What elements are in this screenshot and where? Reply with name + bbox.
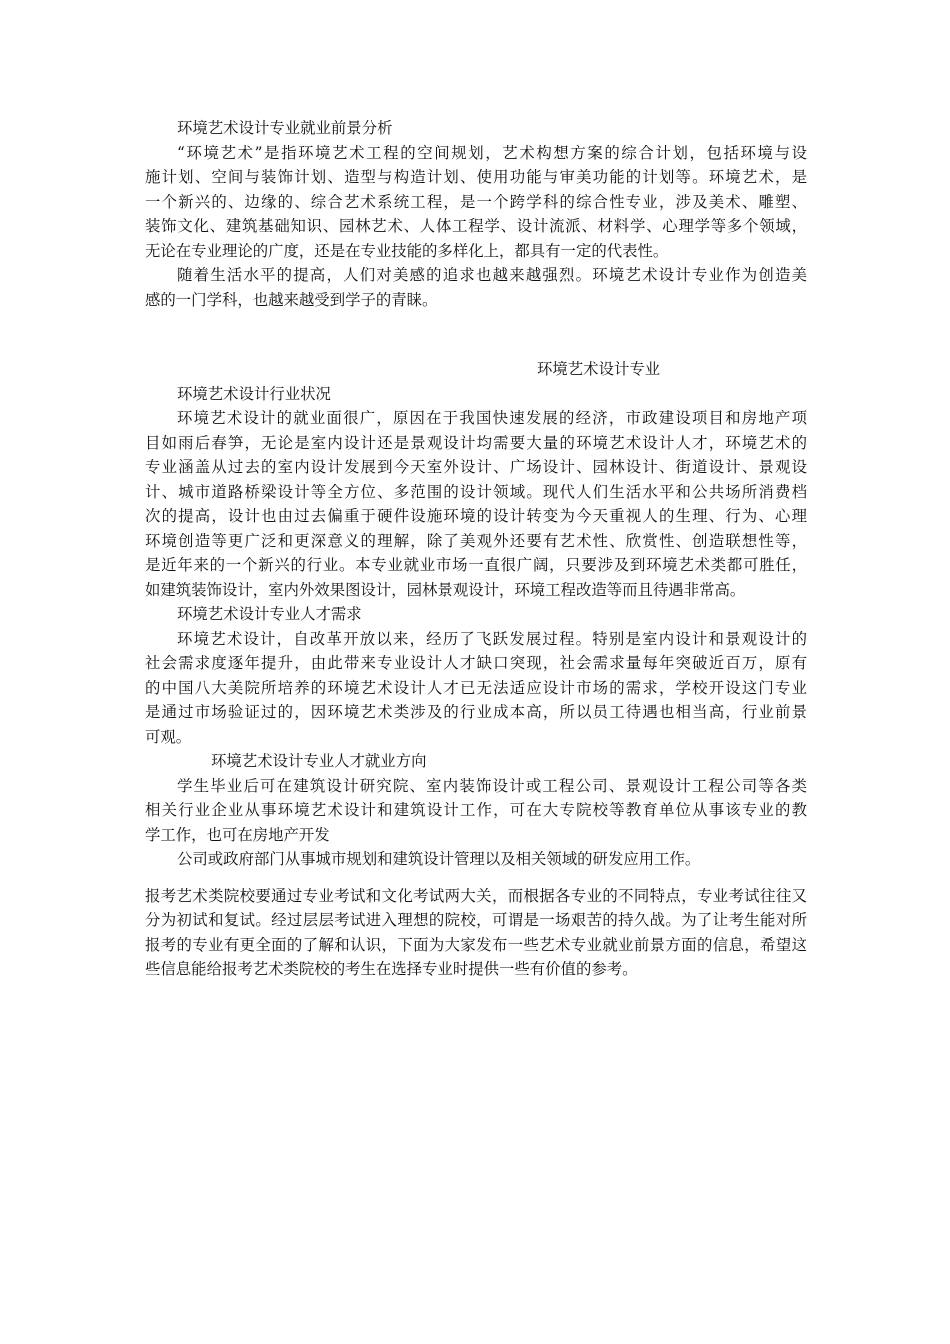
paragraph-line: 计、城市道路桥梁设计等全方位、多范围的设计领域。现代人们生活水平和公共场所消费档 <box>145 482 807 501</box>
paragraph-line: 是近年来的一个新兴的行业。本专业就业市场一直很广阔，只要涉及到环境艺术类都可胜任， <box>145 556 807 574</box>
paragraph-line: 施计划、空间与装饰计划、造型与构造计划、使用功能与审美功能的计划等。环境艺术，是 <box>145 168 807 186</box>
paragraph-line: 的中国八大美院所培养的环境艺术设计人才已无法适应设计市场的需求，学校开设这门专业 <box>145 678 807 697</box>
heading-direction: 环境艺术设计专业人才就业方向 <box>211 752 427 770</box>
paragraph-line: 一个新兴的、边缘的、综合艺术系统工程，是一个跨学科的综合性专业，涉及美术、雕塑、 <box>145 192 807 211</box>
paragraph-line: 环境艺术设计的就业面很广，原因在于我国快速发展的经济，市政建设项目和房地产项 <box>177 409 807 427</box>
paragraph-line: 学生毕业后可在建筑设计研究院、室内装饰设计或工程公司、景观设计工程公司等各类 <box>177 776 807 795</box>
paragraph-line: 公司或政府部门从事城市规划和建筑设计管理以及相关领域的研发应用工作。 <box>177 850 701 868</box>
direction-continuation <box>145 847 807 872</box>
paragraph-line: 环境创造等更广泛和更深意义的理解，除了美观外还要有艺术性、欣赏性、创造联想性等， <box>145 531 807 550</box>
paragraph-line: 可观。 <box>145 727 192 746</box>
heading-demand: 环境艺术设计专业人才需求 <box>177 605 362 623</box>
trend-paragraph <box>145 263 807 312</box>
document-page <box>145 116 807 982</box>
exam-paragraph <box>145 884 807 982</box>
direction-paragraph <box>145 774 807 848</box>
section-title: 环境艺术设计专业 <box>537 360 661 378</box>
paragraph-line: 感的一门学科，也越来越受到学子的青睐。 <box>145 290 438 309</box>
paragraph-line: 次的提高，设计也由过去偏重于硬件设施环境的设计转变为今天重视人的生理、行为、心理 <box>145 507 807 525</box>
heading-industry: 环境艺术设计行业状况 <box>177 384 331 403</box>
paragraph-line: 是通过市场验证过的，因环境艺术类涉及的行业成本高，所以员工待遇也相当高，行业前景 <box>145 703 807 721</box>
industry-paragraph <box>145 406 807 602</box>
paragraph-line: 专业涵盖从过去的室内设计发展到今天室外设计、广场设计、园林设计、街道设计、景观设 <box>145 458 807 476</box>
demand-paragraph <box>145 627 807 750</box>
paragraph-line: 目如雨后春笋，无论是室内设计还是景观设计均需要大量的环境艺术设计人才，环境艺术的 <box>145 433 807 452</box>
paragraph-line: 相关行业企业从事环境艺术设计和建筑设计工作，可在大专院校等教育单位从事该专业的教 <box>145 801 807 819</box>
paragraph-line: 装饰文化、建筑基础知识、园林艺术、人体工程学、设计流派、材料学、心理学等多个领域， <box>145 217 807 235</box>
paragraph-line: “环境艺术”是指环境艺术工程的空间规划，艺术构想方案的综合计划，包括环境与设 <box>177 143 807 162</box>
paragraph-line: 学工作，也可在房地产开发 <box>145 825 330 844</box>
paragraph-line: 社会需求度逐年提升，由此带来专业设计人才缺口突现，社会需求量每年突破近百万，原有 <box>145 654 807 672</box>
paragraph-line: 如建筑装饰设计，室内外效果图设计，园林景观设计，环境工程改造等而且待遇非常高。 <box>145 580 746 599</box>
paragraph-line: 报考艺术类院校要通过专业考试和文化考试两大关，而根据各专业的不同特点，专业考试往往又 <box>145 886 807 905</box>
paragraph-line: 随着生活水平的提高，人们对美感的追求也越来越强烈。环境艺术设计专业作为创造美 <box>177 266 807 284</box>
paragraph-line: 分为初试和复试。经过层层考试进入理想的院校，可谓是一场艰苦的持久战。为了让考生能对所 <box>145 911 807 929</box>
article-title: 环境艺术设计专业就业前景分析 <box>177 119 393 137</box>
intro-paragraph <box>145 141 807 264</box>
paragraph-line: 些信息能给报考艺术类院校的考生在选择专业时提供一些有价值的参考。 <box>145 960 638 978</box>
paragraph-line: 无论在专业理论的广度，还是在专业技能的多样化上，都具有一定的代表性。 <box>145 241 669 260</box>
paragraph-line: 报考的专业有更全面的了解和认识，下面为大家发布一些艺术专业就业前景方面的信息，希望这 <box>145 935 807 954</box>
paragraph-line: 环境艺术设计，自改革开放以来，经历了飞跃发展过程。特别是室内设计和景观设计的 <box>177 629 807 648</box>
